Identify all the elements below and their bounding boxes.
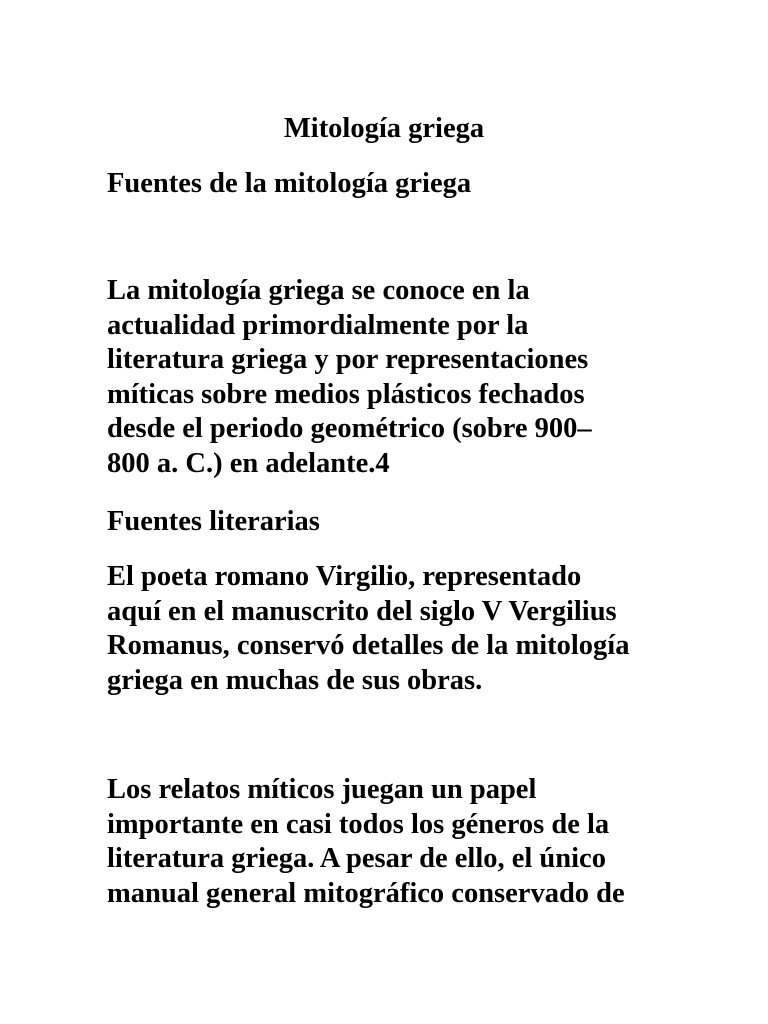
- paragraph-line: desde el periodo geométrico (sobre 900–: [107, 413, 592, 444]
- paragraph-sources-intro: [107, 274, 707, 481]
- paragraph-line: literatura griega. A pesar de ello, el único: [107, 843, 606, 874]
- paragraph-line: El poeta romano Virgilio, representado: [107, 561, 582, 592]
- paragraph-line: actualidad primordialmente por la: [107, 309, 529, 341]
- paragraph-line: griega en muchas de sus obras.: [107, 664, 483, 696]
- section-heading: Fuentes de la mitología griega: [107, 168, 472, 199]
- paragraph-line: literatura griega y por representaciones: [107, 344, 589, 375]
- paragraph-line: 800 a. C.) en adelante.4: [107, 447, 390, 479]
- paragraph-mythic-tales: [107, 773, 707, 911]
- subheading-literary-sources: Fuentes literarias: [107, 506, 320, 537]
- paragraph-line: Romanus, conservó detalles de la mitología: [107, 630, 630, 661]
- paragraph-line: manual general mitográfico conservado de: [107, 877, 625, 909]
- paragraph-line: aquí en el manuscrito del siglo V Vergilius: [107, 595, 617, 627]
- paragraph-line: La mitología griega se conoce en la: [107, 275, 530, 306]
- paragraph-virgil: [107, 560, 707, 698]
- paragraph-line: Los relatos míticos juegan un papel: [107, 774, 537, 805]
- paragraph-line: míticas sobre medios plásticos fechados: [107, 378, 585, 410]
- paragraph-line: importante en casi todos los géneros de la: [107, 808, 610, 840]
- page-title: Mitología griega: [283, 113, 485, 144]
